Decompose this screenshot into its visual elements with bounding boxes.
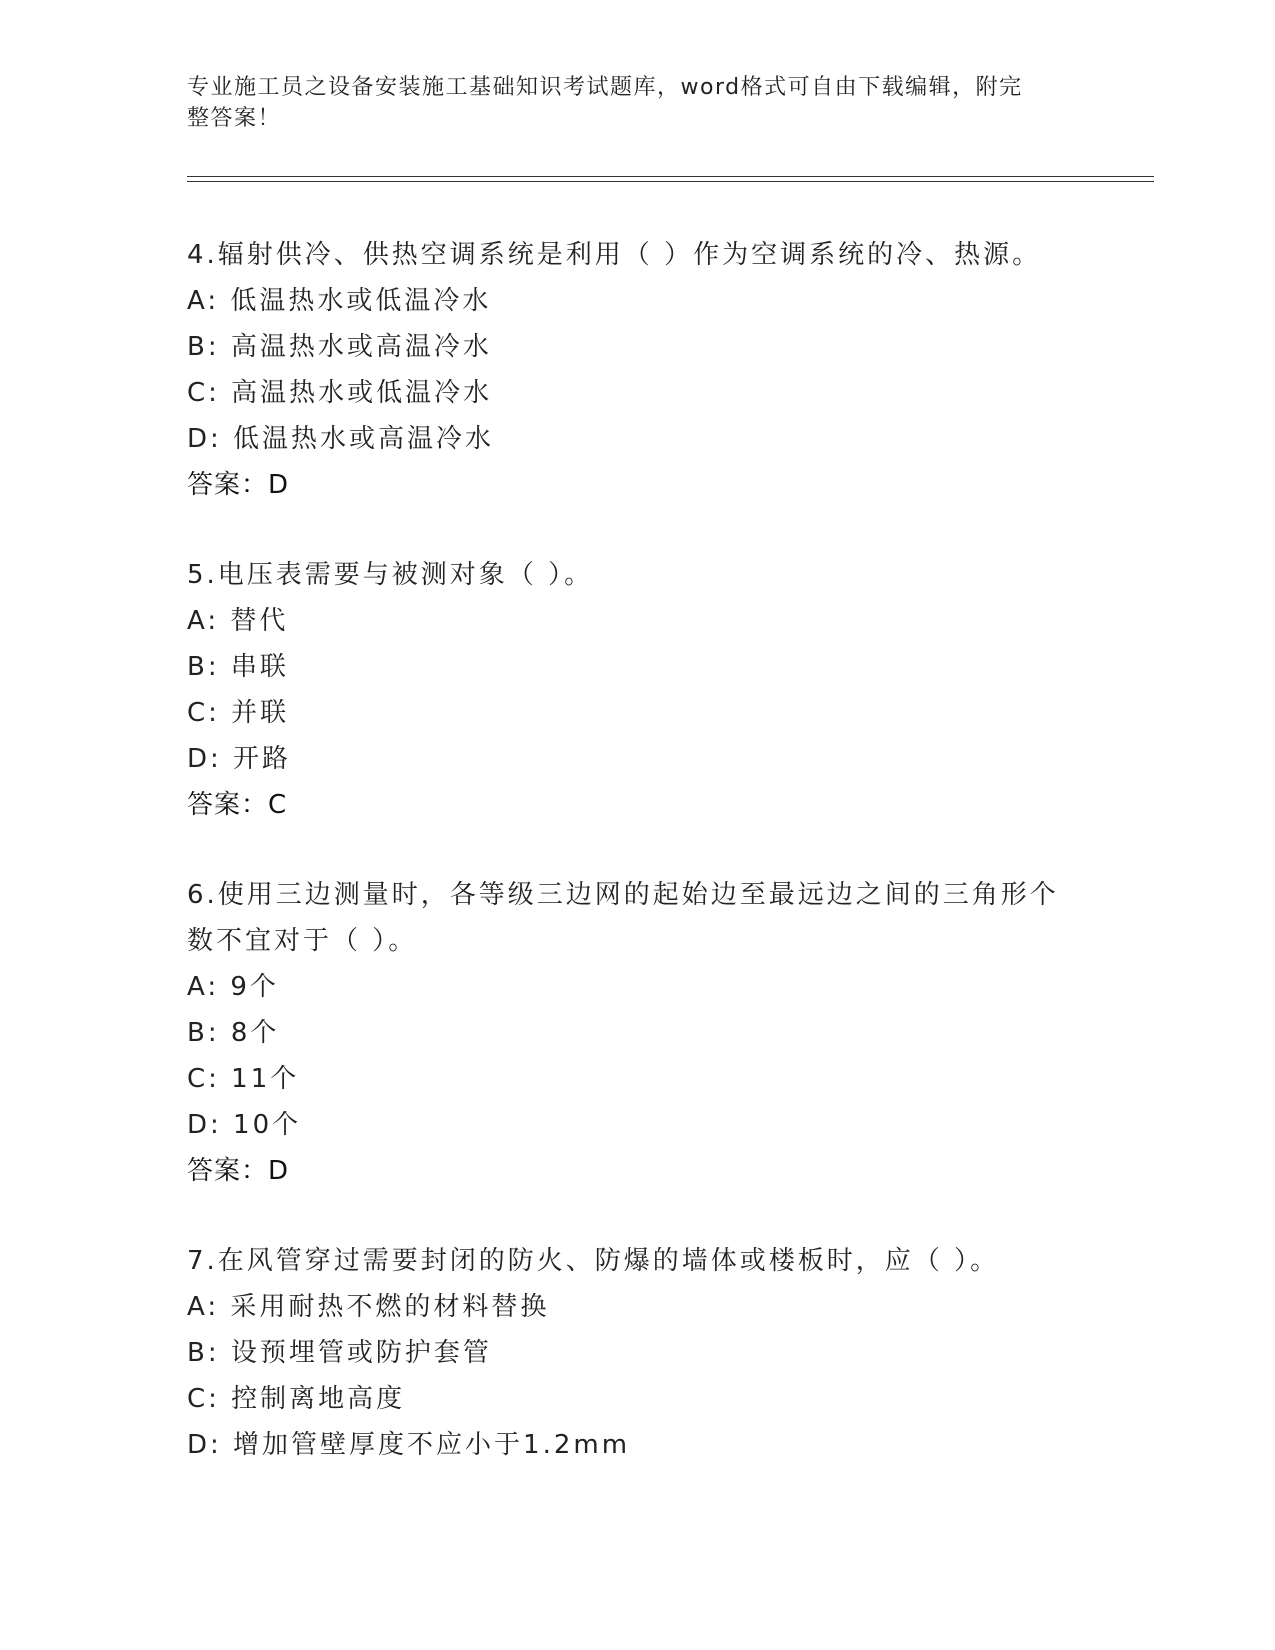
answer: 答案：C bbox=[187, 790, 288, 820]
option-a: A: 低温热水或低温冷水 bbox=[187, 286, 492, 316]
option-c: C: 并联 bbox=[187, 698, 290, 728]
header-divider-top bbox=[187, 176, 1154, 177]
question-6 bbox=[187, 872, 1087, 1194]
option-b: B: 8个 bbox=[187, 1018, 280, 1048]
option-d: D: 10个 bbox=[187, 1110, 302, 1140]
question-stem: 7.在风管穿过需要封闭的防火、防爆的墙体或楼板时，应（ ）。 bbox=[187, 1246, 1000, 1276]
question-stem-line-2: 数不宜对于（ ）。 bbox=[187, 926, 418, 956]
option-c: C: 高温热水或低温冷水 bbox=[187, 378, 493, 408]
question-5 bbox=[187, 552, 1087, 828]
option-b: B: 高温热水或高温冷水 bbox=[187, 332, 492, 362]
header-line-1: 专业施工员之设备安装施工基础知识考试题库，word格式可自由下载编辑，附完 bbox=[187, 75, 1023, 100]
document-header bbox=[187, 72, 1067, 134]
option-d: D: 增加管壁厚度不应小于1.2mm bbox=[187, 1430, 631, 1460]
option-b: B: 设预埋管或防护套管 bbox=[187, 1338, 492, 1368]
option-a: A: 9个 bbox=[187, 972, 279, 1002]
header-line-2: 整答案！ bbox=[187, 106, 282, 131]
question-stem-line-1: 6.使用三边测量时，各等级三边网的起始边至最远边之间的三角形个 bbox=[187, 880, 1059, 910]
question-stem: 5.电压表需要与被测对象（ ）。 bbox=[187, 560, 594, 590]
option-d: D: 开路 bbox=[187, 744, 292, 774]
option-b: B: 串联 bbox=[187, 652, 289, 682]
question-stem: 4.辐射供冷、供热空调系统是利用（ ）作为空调系统的冷、热源。 bbox=[187, 240, 1042, 270]
option-a: A: 采用耐热不燃的材料替换 bbox=[187, 1292, 550, 1322]
option-a: A: 替代 bbox=[187, 606, 289, 636]
question-7 bbox=[187, 1238, 1087, 1468]
option-c: C: 控制离地高度 bbox=[187, 1384, 406, 1414]
header-divider-bottom bbox=[187, 181, 1154, 182]
option-d: D: 低温热水或高温冷水 bbox=[187, 424, 495, 454]
answer: 答案：D bbox=[187, 470, 290, 500]
answer: 答案：D bbox=[187, 1156, 290, 1186]
question-4 bbox=[187, 232, 1087, 508]
option-c: C: 11个 bbox=[187, 1064, 300, 1094]
